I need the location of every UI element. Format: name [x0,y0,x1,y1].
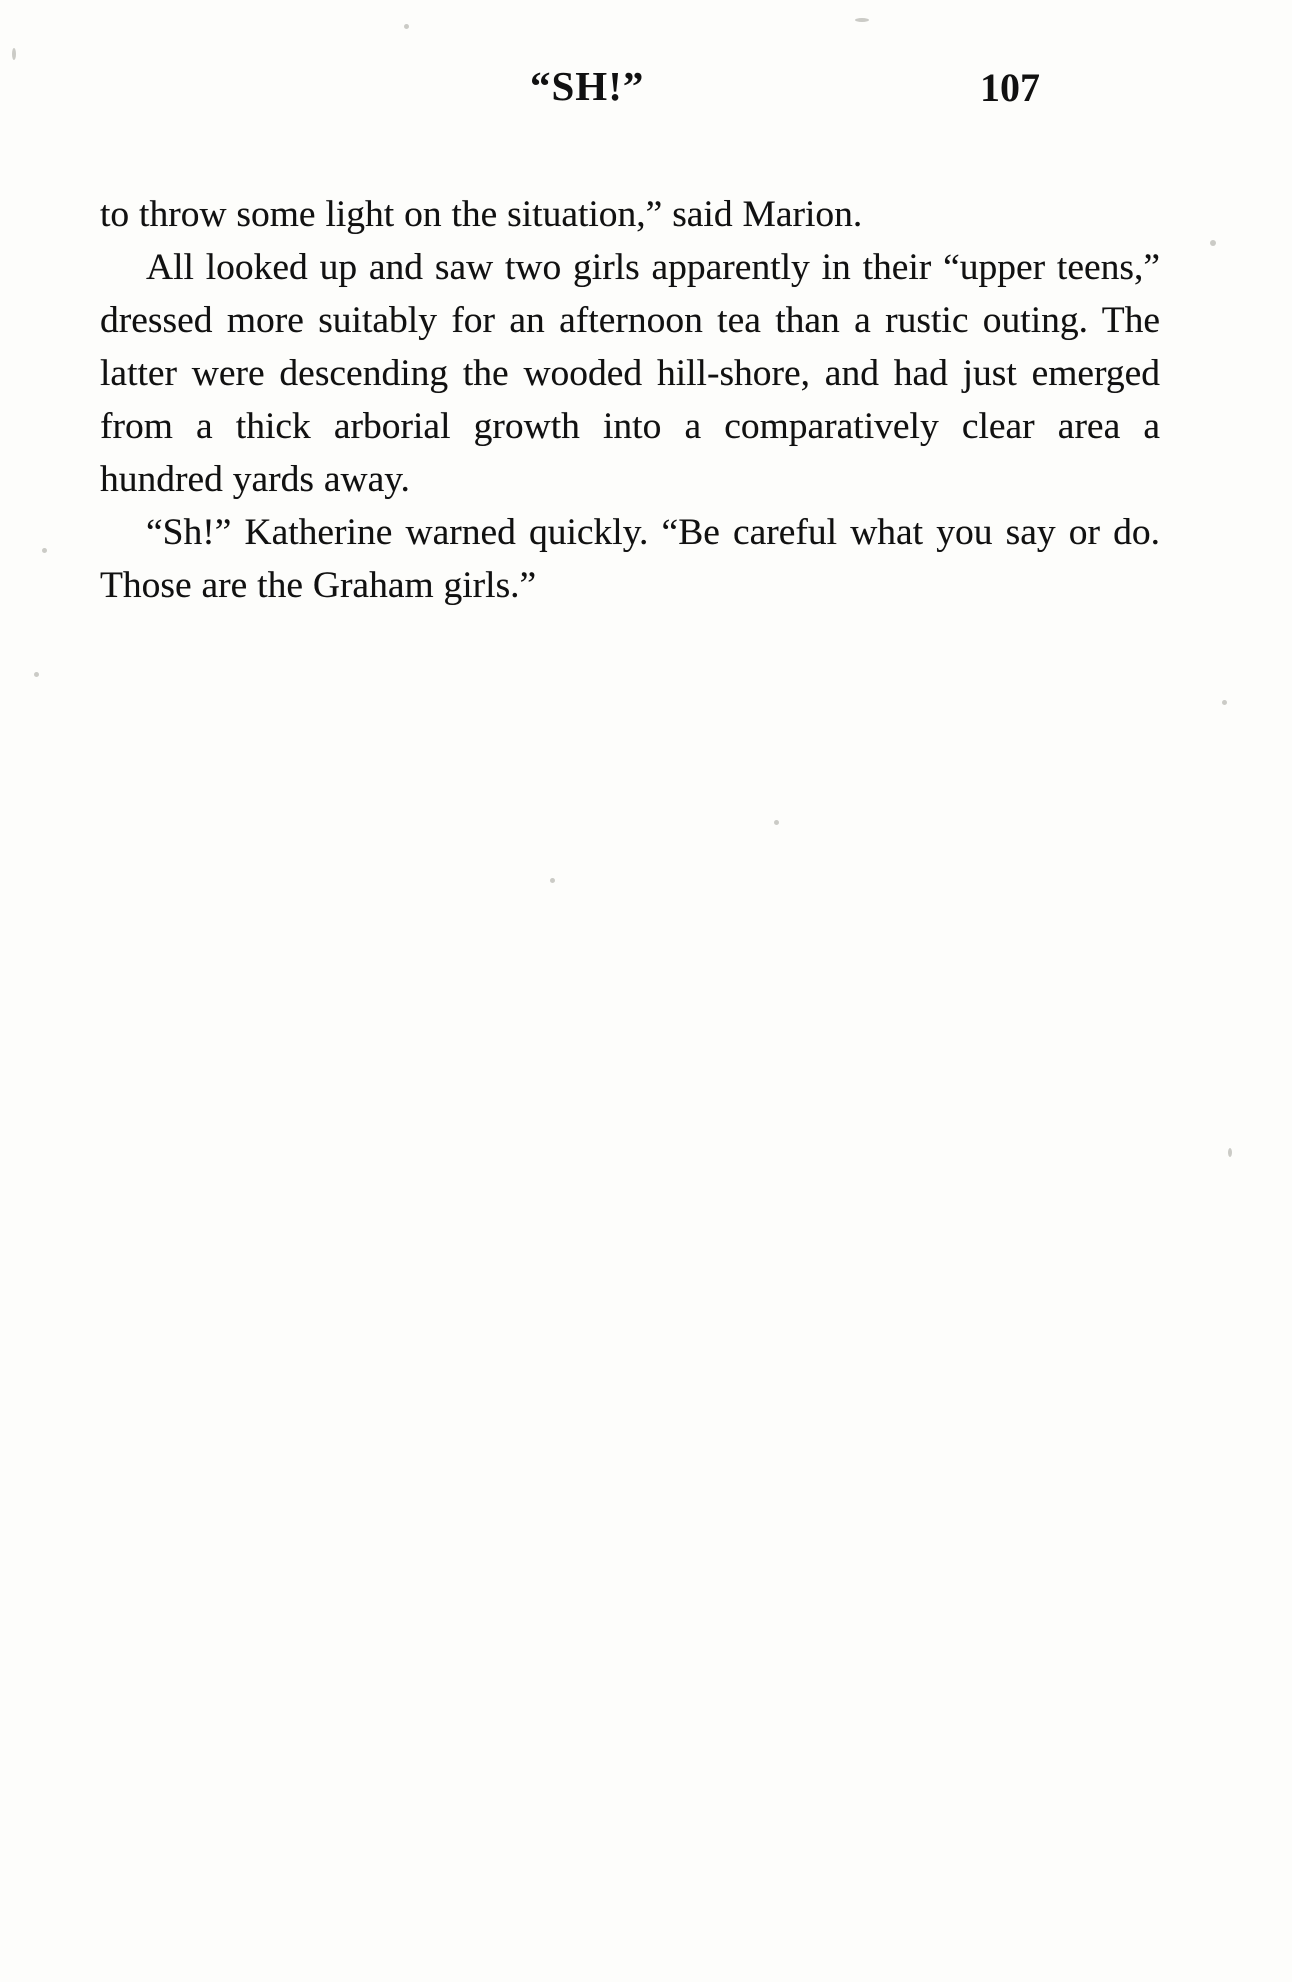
scan-speck [774,820,779,825]
paragraph: “Sh!” Katherine warned quickly. “Be careful what you say or do. Those are the Graham girls.” [100,512,1160,606]
scan-speck [12,48,16,60]
scan-speck [1228,1148,1232,1157]
scan-speck [42,548,47,553]
page-number: 107 [980,65,1040,110]
page-title: “SH!” [530,63,645,109]
running-head [100,62,1200,122]
paragraph: All looked up and saw two girls apparently in their “upper teens,” dressed more suitably for an afternoon tea than a rustic outing. The latter were descending the wooded hill-shore, and had just emerged from a thick arborial growth into a comparatively clear area a hundred yards away. [100,247,1160,500]
scan-speck [404,24,409,29]
scan-speck [1210,240,1216,246]
scan-speck [550,878,555,883]
scan-speck [1222,700,1227,705]
paragraph: to throw some light on the situation,” said Marion. [100,194,863,235]
scan-speck [34,672,39,677]
scan-speck [855,18,869,22]
body-text [100,188,1160,612]
